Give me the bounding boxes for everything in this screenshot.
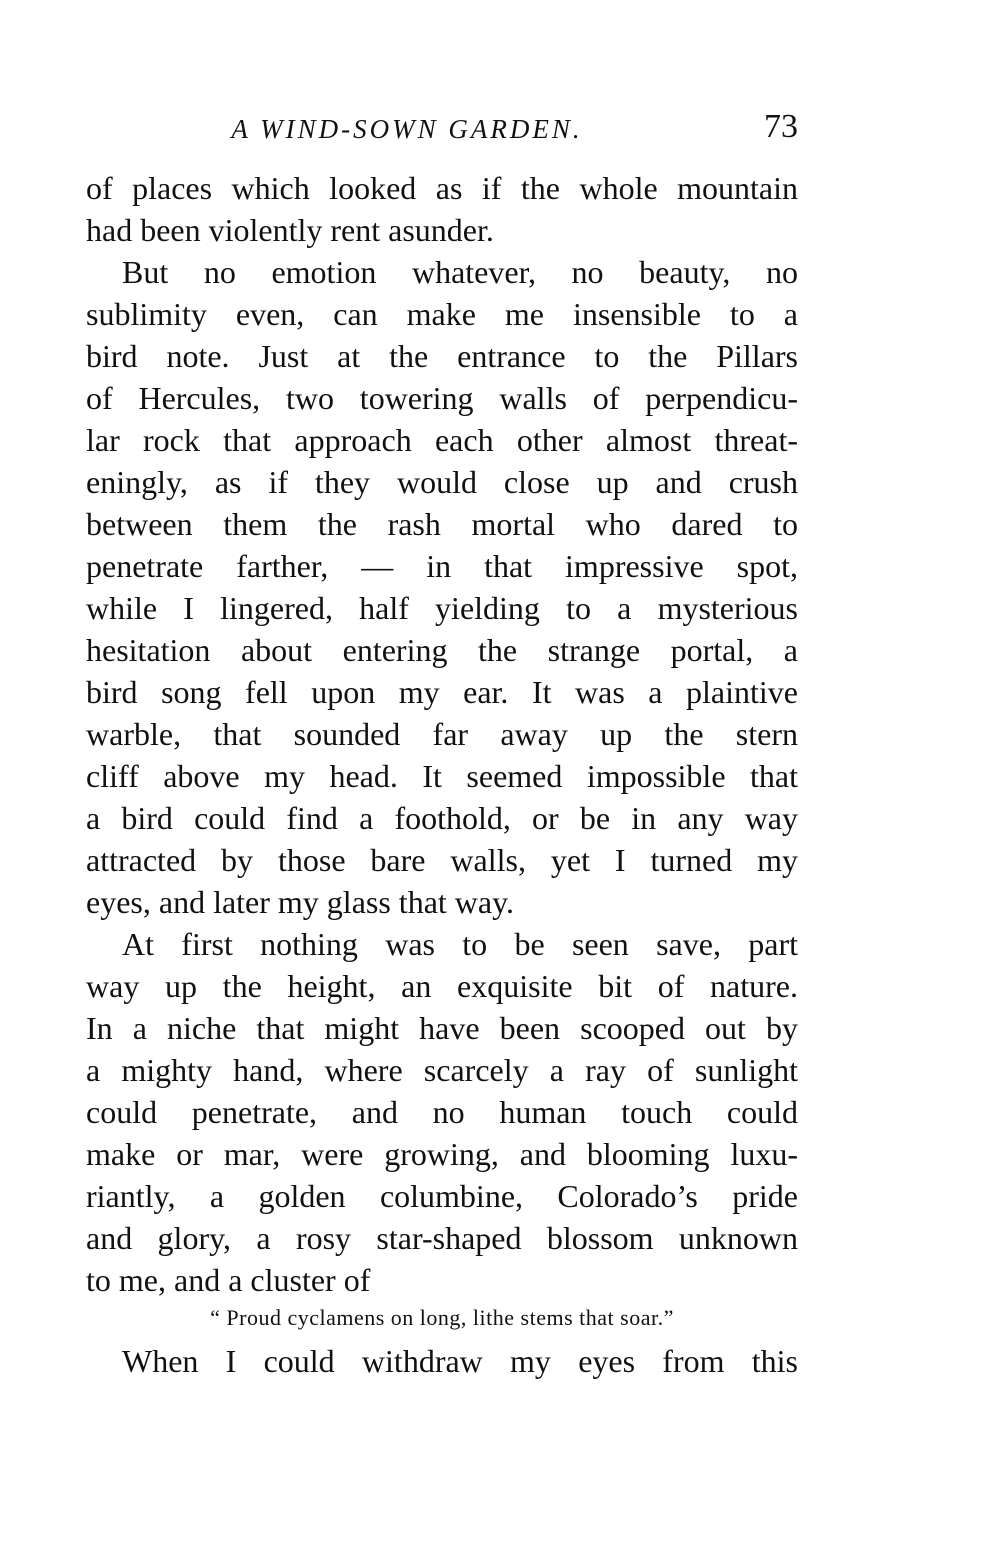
running-head: [86, 108, 798, 152]
text-line: riantly, a golden columbine, Colorado’s pride: [86, 1178, 798, 1214]
text-line: lar rock that approach each other almost threat-: [86, 422, 798, 458]
text-line: warble, that sounded far away up the stern: [86, 716, 798, 752]
text-line: while I lingered, half yielding to a mysterious: [86, 590, 798, 626]
text-line: to me, and a cluster of: [86, 1262, 371, 1298]
text-line: sublimity even, can make me insensible to a: [86, 296, 798, 332]
text-line: had been violently rent asunder.: [86, 212, 494, 248]
text-line: way up the height, an exquisite bit of nature.: [86, 968, 798, 1004]
text-line: When I could withdraw my eyes from this: [122, 1343, 798, 1379]
text-line: of Hercules, two towering walls of perpendicu-: [86, 380, 798, 416]
text-line: bird song fell upon my ear. It was a plaintive: [86, 674, 798, 710]
text-line: eningly, as if they would close up and crush: [86, 464, 798, 500]
text-line: hesitation about entering the strange portal, a: [86, 632, 798, 668]
text-line: penetrate farther, — in that impressive spot,: [86, 548, 798, 584]
text-line: attracted by those bare walls, yet I turned my: [86, 842, 798, 878]
text-line: At first nothing was to be seen save, part: [122, 926, 798, 962]
text-line: of places which looked as if the whole mountain: [86, 170, 798, 206]
text-line: But no emotion whatever, no beauty, no: [122, 254, 798, 290]
text-line: a bird could find a foothold, or be in any way: [86, 800, 798, 836]
text-line: bird note. Just at the entrance to the Pillars: [86, 338, 798, 374]
text-line: and glory, a rosy star-shaped blossom unknown: [86, 1220, 798, 1256]
text-line: cliff above my head. It seemed impossible that: [86, 758, 798, 794]
text-line: In a niche that might have been scooped out by: [86, 1010, 798, 1046]
verse-quote: “ Proud cyclamens on long, lithe stems that soar.”: [210, 1305, 674, 1330]
text-line: a mighty hand, where scarcely a ray of sunlight: [86, 1052, 798, 1088]
text-line: between them the rash mortal who dared to: [86, 506, 798, 542]
text-line: make or mar, were growing, and blooming luxu-: [86, 1136, 798, 1172]
text-line: could penetrate, and no human touch could: [86, 1094, 798, 1130]
text-line: eyes, and later my glass that way.: [86, 884, 515, 920]
running-title: A WIND-SOWN GARDEN.: [231, 114, 583, 144]
page-number: 73: [764, 108, 798, 145]
